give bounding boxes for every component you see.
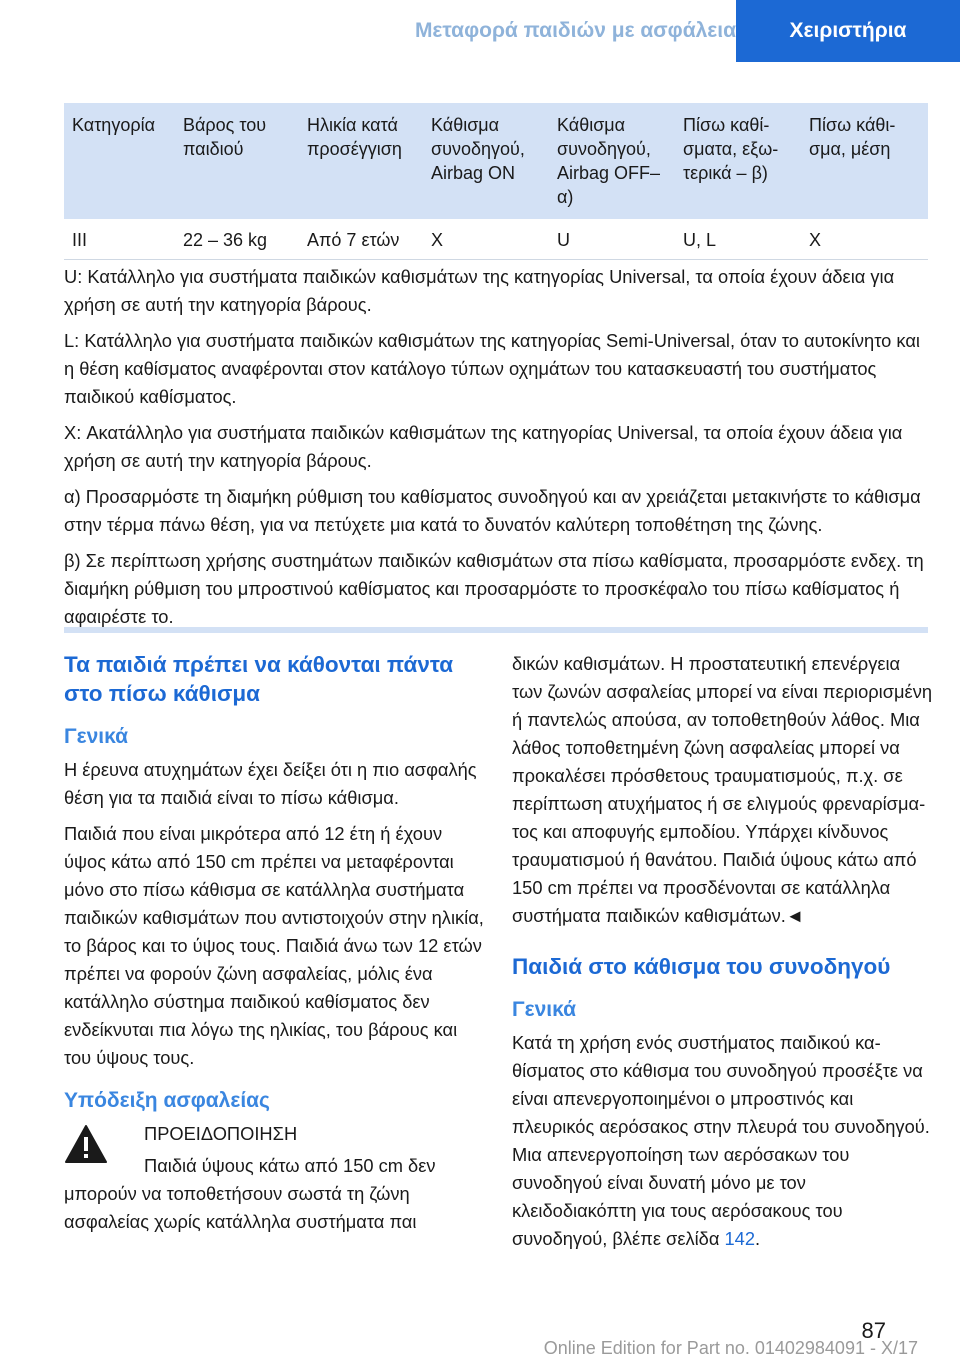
table-cell: X [809, 230, 822, 250]
right-column [512, 650, 932, 1261]
table-cell: 22 – 36 kg [183, 230, 268, 250]
table-row [64, 219, 928, 260]
warning-title: ΠΡΟΕΙΔΟΠΟΙΗΣΗ [144, 1123, 298, 1144]
table-header-cell: Κατηγορία [72, 115, 155, 135]
warning-first-line: Παιδιά ύψους κάτω από 150 cm δεν [144, 1155, 436, 1176]
footer-edition: Online Edition for Part no. 01402984091 - X/17 [543, 1338, 918, 1358]
page-number: 87 [861, 1318, 886, 1343]
section-title-passenger-seat: Παιδιά στο κάθισμα του συνοδηγού [512, 954, 891, 979]
note-x: X: Ακατάλληλο για συστήματα παιδικών καθισμάτων της κατηγορίας Universal, τα οποία έχουν άδεια για χρήση σε αυτή την κατηγορία βάρους. [64, 422, 903, 471]
table-header-cell: Πίσω κάθισμα, μέση [809, 115, 896, 159]
warning-text: μπορούν να τοποθετήσουν σωστά τη ζώνη ασφαλείας χωρίς κατάλληλα συστήματα παι [64, 1183, 417, 1232]
table-cell: X [431, 230, 444, 250]
section-title-rear-seat: Τα παιδιά πρέπει να κάθονται πάντα στο πίσω κάθισμα [64, 652, 454, 706]
header-section-title: Μεταφορά παιδιών με ασφάλεια [414, 19, 736, 42]
subheading-general-passenger: Γενικά [512, 998, 577, 1021]
note-alpha: α) Προσαρμόστε τη διαμήκη ρύθμιση του καθίσματος συνοδηγού και αν χρειάζεται μετακινήστε το κάθισμα στην τέρμα πάνω θέση, για να πετύχετε μια κατά το δυνατόν καλύτερη τοποθέτηση της ζώνης. [64, 486, 921, 535]
warning-box [64, 1120, 484, 1180]
subheading-safety-note: Υπόδειξη ασφαλείας [64, 1089, 270, 1112]
table-cell: Από 7 ετών [307, 230, 400, 250]
subheading-general: Γενικά [64, 725, 129, 748]
paragraph-airbag-deactivation [512, 1029, 932, 1253]
table-header-row [64, 103, 928, 219]
note-u: U: Κατάλληλο για συστήματα παιδικών καθισμάτων της κατηγορίας Universal, τα οποία έχουν άδεια για χρήση σε αυτή την κατηγορία βάρους. [64, 266, 895, 315]
table-header-cell: Κάθισμα συνοδηγού, Airbag OFF– α) [557, 115, 661, 207]
page-reference-link[interactable]: 142 [724, 1228, 756, 1249]
paragraph-children-rules: Παιδιά που είναι μικρότερα από 12 έτη ή έχουν ύψος κάτω από 150 cm πρέπει να μεταφέρονται μόνο στο πίσω κάθισμα σε κατάλληλα συστήματα παιδικών καθισμάτων που αντιστοιχούν στην ηλικία, το βάρος και το ύψος τους. Παιδιά άνω των 12 ετών πρέπει να φορούν ζώνη ασφαλείας, μόλις ένα κατάλληλο σύστημα παιδικού καθίσματος δεν ενδείκνυται πια λόγω της ηλικίας, του βάρους και του ύψους τους. [64, 823, 484, 1068]
page-header [0, 0, 960, 62]
note-l: L: Κατάλληλο για συστήματα παιδικών καθισμάτων της κατηγορίας Semi-Universal, όταν το αυτοκίνητο και η θέση καθίσματος αναφέρονται στον κατάλογο τύπων οχημάτων του κατασκευαστή του συστήματος παιδικού καθίσματος. [64, 330, 920, 407]
table-notes [64, 263, 930, 639]
table-cell: U [557, 230, 570, 250]
section-divider [64, 627, 928, 633]
warning-text-continued: δικών καθισμάτων. Η προστατευτική επενέργεια των ζωνών ασφαλείας μπορεί να είναι περιορισμένη ή παντελώς απούσα, αν τοποθετηθούν λάθος. Μια λάθος τοποθετημένη ζώνη ασφαλείας μπορεί να προκαλέσει πρόσθετους τραυματισμούς, π.χ. σε περίπτωση ατυχήματος ή σε ελιγμούς φρεναρίσματος και αποφυγής εμποδίου. Υπάρχει κίνδυνος τραυματισμού ή θανάτου. Παιδιά ύψους κάτω από 150 cm πρέπει να προσδένονται σε κατάλληλα συστήματα παιδικών καθισμάτων.◄ [512, 653, 933, 926]
child-seat-table [64, 103, 928, 260]
table-header-cell: Κάθισμα συνοδηγού, Airbag ON [431, 115, 525, 183]
table-header-cell: Πίσω καθίσματα, εξωτερικά – β) [683, 115, 779, 183]
table-cell: III [72, 230, 88, 250]
airbag-text: Κατά τη χρήση ενός συστήματος παιδικού καθίσματος στο κάθισμα του συνοδηγού προσέξτε να είναι απενεργοποιημένοι ο μπροστινός και πλευρικός αερόσακος στην πλευρά του συνοδηγού. Μια απενεργοποίηση των αερόσακων του συνοδηγού είναι δυνατή μόνο με τον κλειδοδιακόπτη για τους αερόσακους του συνοδηγού, βλέπε σελίδα [512, 1032, 930, 1249]
note-beta: β) Σε περίπτωση χρήσης συστημάτων παιδικών καθισμάτων στα πίσω καθίσματα, προσαρμόστε ενδεχ. τη διαμήκη ρύθμιση του μπροστινού καθίσματος και προσαρμόστε το προσκέφαλο του πίσω καθίσματος ή αφαιρέστε το. [64, 550, 924, 627]
table-header-cell: Βάρος του παιδιού [183, 115, 267, 159]
airbag-text-end: . [755, 1228, 761, 1249]
header-chapter-tab[interactable]: Χειριστήρια [736, 0, 960, 62]
table-header-cell: Ηλικία κατά προσέγγιση [307, 115, 402, 159]
left-column [64, 650, 484, 1244]
warning-triangle-icon [64, 1124, 108, 1164]
table-cell: U, L [683, 230, 717, 250]
paragraph-research: Η έρευνα ατυχημάτων έχει δείξει ότι η πιο ασφαλής θέση για τα παιδιά είναι το πίσω κάθισμα. [64, 759, 477, 808]
